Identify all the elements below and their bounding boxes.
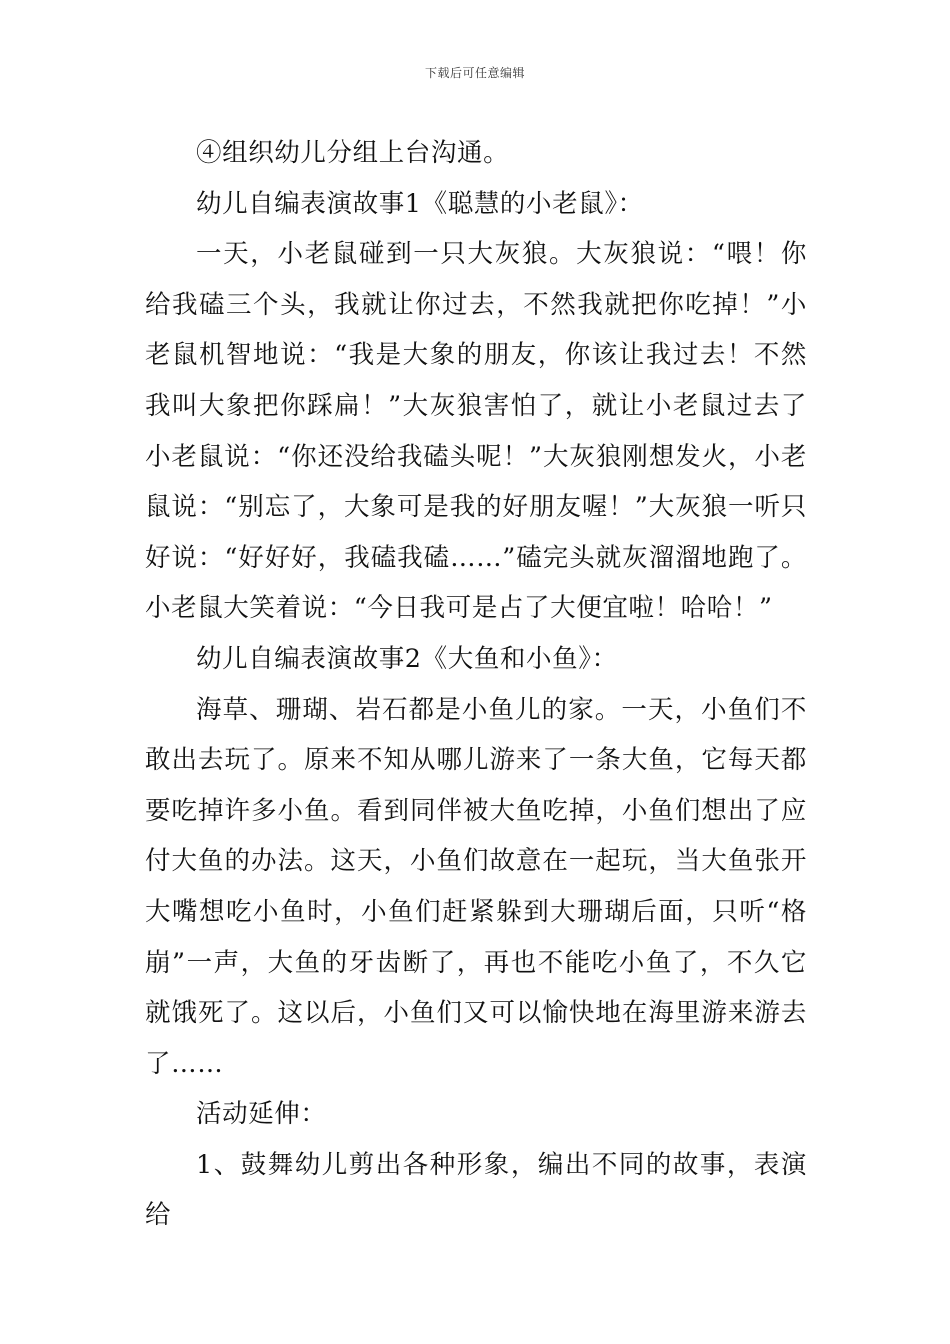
paragraph-story-1-title: 幼儿自编表演故事1《聪慧的小老鼠》： <box>196 188 644 219</box>
page-body <box>145 128 807 1241</box>
header-note: 下载后可任意编辑 <box>424 66 525 80</box>
paragraph-story-2-body: 海草、珊瑚、岩石都是小鱼儿的家。一天，小鱼们不敢出去玩了。原来不知从哪儿游来了一条大鱼，它每天都要吃掉许多小鱼。看到同伴被大鱼吃掉，小鱼们想出了应付大鱼的办法。这天，小鱼们故意在一起玩，当大鱼张开大嘴想吃小鱼时，小鱼们赶紧躲到大珊瑚后面，只听“格崩”一声，大鱼的牙齿断了，再也不能吃小鱼了，不久它就饿死了。这以后，小鱼们又可以愉快地在海里游来游去了…… <box>145 694 807 1079</box>
paragraph-step-4: ④组织幼儿分组上台沟通。 <box>196 138 510 168</box>
paragraph-extension-item-1: 1、鼓舞幼儿剪出各种形象，编出不同的故事，表演给 <box>145 1149 807 1231</box>
paragraph-extension-title: 活动延伸： <box>196 1099 327 1130</box>
paragraph-story-2-title: 幼儿自编表演故事2《大鱼和小鱼》： <box>196 643 618 674</box>
paragraph-story-1-body: 一天，小老鼠碰到一只大灰狼。大灰狼说：“喂！你给我磕三个头，我就让你过去，不然我就把你吃掉！”小老鼠机智地说：“我是大象的朋友，你该让我过去！不然我叫大象把你踩扁！”大灰狼害怕了，就让小老鼠过去了小老鼠说：“你还没给我磕头呢！”大灰狼刚想发火，小老鼠说：“别忘了，大象可是我的好朋友喔！”大灰狼一听只好说：“好好好，我磕我磕……”磕完头就灰溜溜地跑了。小老鼠大笑着说：“今日我可是占了大便宜啦！哈哈！” <box>145 239 807 624</box>
